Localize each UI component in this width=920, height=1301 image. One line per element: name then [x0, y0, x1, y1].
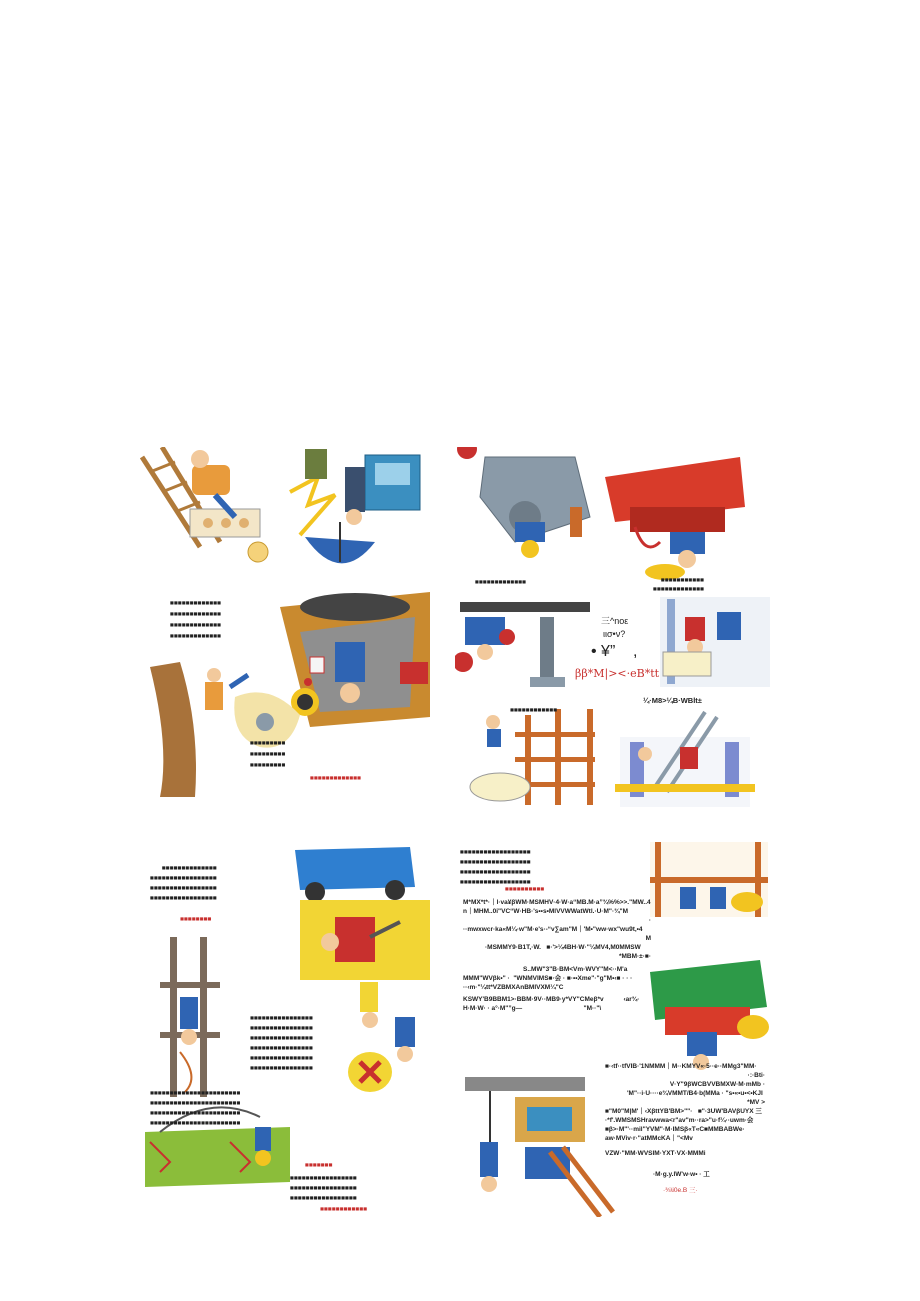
mid-line-6: ·MSMMY9·B1T,·W. ■·'>¼4BH·W·"¼MV4,M0MMSW — [485, 944, 641, 951]
caption-fragment-1: 三^noε — [601, 616, 629, 626]
girder-frame-scene — [650, 842, 768, 917]
rules-title: ■■■■■■■■■■■■ — [320, 1205, 368, 1212]
comic-panel-bottom-left — [140, 842, 434, 1217]
scene-caption-3: ■■■■■■■■■■■■ — [510, 706, 558, 713]
comic-illustration-top-right — [455, 447, 773, 807]
footer-line-1: ·M·g.y.lW'w·w• · 工 — [653, 1171, 710, 1178]
low-line-3: V·Y"9βWCBVVBMXW·M·mMb · — [669, 1081, 765, 1088]
ladder-fall-scene — [142, 447, 268, 562]
low-line-8: ■β>·M"'··mil"YVM"·M·IMSβ«T«C■MMBABWe· — [605, 1126, 745, 1133]
scene-caption-1: ■■■■■■■■■■■■■ — [475, 578, 527, 585]
rules-caption-lower: ■■■■■■■■■■■■■■■■■■■■■■■ ■■■■■■■■■■■■■■■■■■■■■■■ ■■■■■■■■■■■■■■■■■■■■■■■ ■■■■■■■■■■■■■■■■■■■■■■■ — [150, 1089, 241, 1126]
mid-line-3: · — [648, 917, 651, 924]
worker-group-scene — [348, 982, 415, 1092]
low-line-5: *MV > — [747, 1099, 765, 1106]
low-line-6: ■"M0"M|M'｜‹XβttYB'BM>""· ■"·3UW'BAVβUYX 三 — [605, 1108, 762, 1115]
low-line-7: ·*f'.WMSMSHravwwa<r"av"m··ra>"u·f¼··uwm·会 — [605, 1117, 754, 1124]
comic-panel-bottom-right — [455, 842, 773, 1217]
mid-line-9: MMM"WVβk•" · "WNMVIMS■·会 · ■·••Xme"·"g"M•‹■ · · · — [463, 975, 633, 982]
mid-line-1: M*MX*t*·｜l·va¥βWM·MSMHV·4·W·a“MB.M·a”¾%%>>."MW..4 — [463, 899, 651, 906]
comic-panel-top-left — [140, 447, 434, 803]
low-line-1: ■·‹tf··tfVIB·'1NMMM｜M··KMYV«·5··e··MMg3"MM· — [605, 1063, 757, 1070]
scene-caption-2: ■■■■■■■■■■■■■ ■■■■■■■■■■■ — [653, 576, 705, 592]
mid-line-7: *MBM·±·■· — [618, 953, 651, 960]
scaffold-fall-scene — [470, 709, 595, 805]
stairs-trip-scene — [660, 597, 770, 687]
notes-caption-upside-down: ■■■■■■■■■■■■■■■■■■ ■■■■■■■■■■■■■■■■■■ ■■■■■■■■■■■■■■■■■■ ■■■■■■■■■■■■■■■■■■ — [460, 848, 531, 885]
caption-fragment-3: • ¥” , — [591, 643, 638, 660]
scene-heading: ¼·M8>¼B·WBlt± — [643, 696, 702, 705]
mid-line-4: ··mwxwcr·ka«M¼·w"M·e's·-“v∑am"M｜'M•"ww·wx"wu9t,•4 — [463, 926, 643, 933]
low-line-4: 'M"··i·U····e¾VMMT/B4·b(MMa · "s•«•u•<•KJI — [627, 1090, 763, 1097]
mid-line-5: M — [645, 935, 651, 942]
ladder-slip-scene — [615, 712, 755, 807]
green-machine-scene — [650, 960, 769, 1070]
cliff-fall-scene — [150, 662, 312, 797]
mid-line-8: S..MW"3"B·BM<Vm·WVY"M<··M'a — [523, 966, 628, 973]
mid-text-block — [463, 898, 651, 1013]
low-text-block — [605, 1062, 765, 1158]
low-line-10: VZW·"MM·WVSIM·YXT·VX·MMMi — [605, 1150, 706, 1157]
comic-panel-top-right — [455, 447, 773, 807]
caption-fragment-2: ιισ•ν? — [603, 629, 626, 639]
section-heading-upside-down: ■■■■■■■■■■■■■ — [310, 774, 362, 781]
low-line-2: ·:·Bti· — [747, 1072, 765, 1079]
mid-line-12: H·M·W· · a°·M"”g— "M··"\ — [463, 1005, 602, 1012]
checklist-caption-upper: ■■■■■■■■■■■■■ ■■■■■■■■■■■■■ ■■■■■■■■■■■■■ ■■■■■■■■■■■■■ — [170, 599, 222, 639]
furnace-scene — [605, 457, 745, 580]
rules-heading-3: ■■■■■■■■ — [180, 915, 212, 922]
lightning-umbrella-scene — [290, 449, 420, 563]
rules-heading-1: ■■■■■■■ — [305, 1161, 333, 1168]
low-line-9: aw·MViv·r·"atMMcKA｜"<Mv — [605, 1135, 693, 1142]
mid-line-11: KSWY'B9BBM1>·BBM·9V··MB9·y*VY"CMeβ*v ‹ar¾· — [463, 996, 640, 1003]
machine-crush-scene — [457, 447, 590, 558]
car-jack-scene — [295, 847, 430, 980]
scaffold-climb-scene — [160, 937, 220, 1097]
mid-line-10: ··‹m·"¼tt*VZBMXAnBMIVXM¼"C — [463, 984, 564, 991]
rules-caption-top: ■■■■■■■■■■■■■■■■■ ■■■■■■■■■■■■■■■■■ ■■■■■■■■■■■■■■■■■ ■■■■■■■■■■■■■■ — [150, 864, 217, 901]
checklist-caption-lower: ■■■■■■■■■ ■■■■■■■■■ ■■■■■■■■■ — [250, 739, 286, 768]
footer-line-2: ·¾\i0e.B 三· — [663, 1187, 698, 1194]
notes-heading-upside-down: ■■■■■■■■■■ — [505, 885, 545, 892]
rules-caption-bottom: ■■■■■■■■■■■■■■■■■ ■■■■■■■■■■■■■■■■■ ■■■■■■■■■■■■■■■■■ — [290, 1174, 357, 1201]
overhead-pipe-scene — [455, 602, 590, 687]
hoist-load-scene — [465, 1077, 613, 1217]
rules-caption-middle: ■■■■■■■■■■■■■■■■ ■■■■■■■■■■■■■■■■ ■■■■■■■■■■■■■■■■ ■■■■■■■■■■■■■■■■ ■■■■■■■■■■■■■■■■ ■■■■■■■■■■■■■■■■ — [250, 1014, 313, 1071]
mid-line-2: n｜MHM..0i"VC“W·HB·'s••s•MlVVWWatWtl.·U·M"·¾"M — [463, 908, 629, 915]
pit-collapse-scene — [280, 592, 430, 727]
caption-fragment-4: ββ*M|><·eB*tt — [575, 667, 660, 680]
